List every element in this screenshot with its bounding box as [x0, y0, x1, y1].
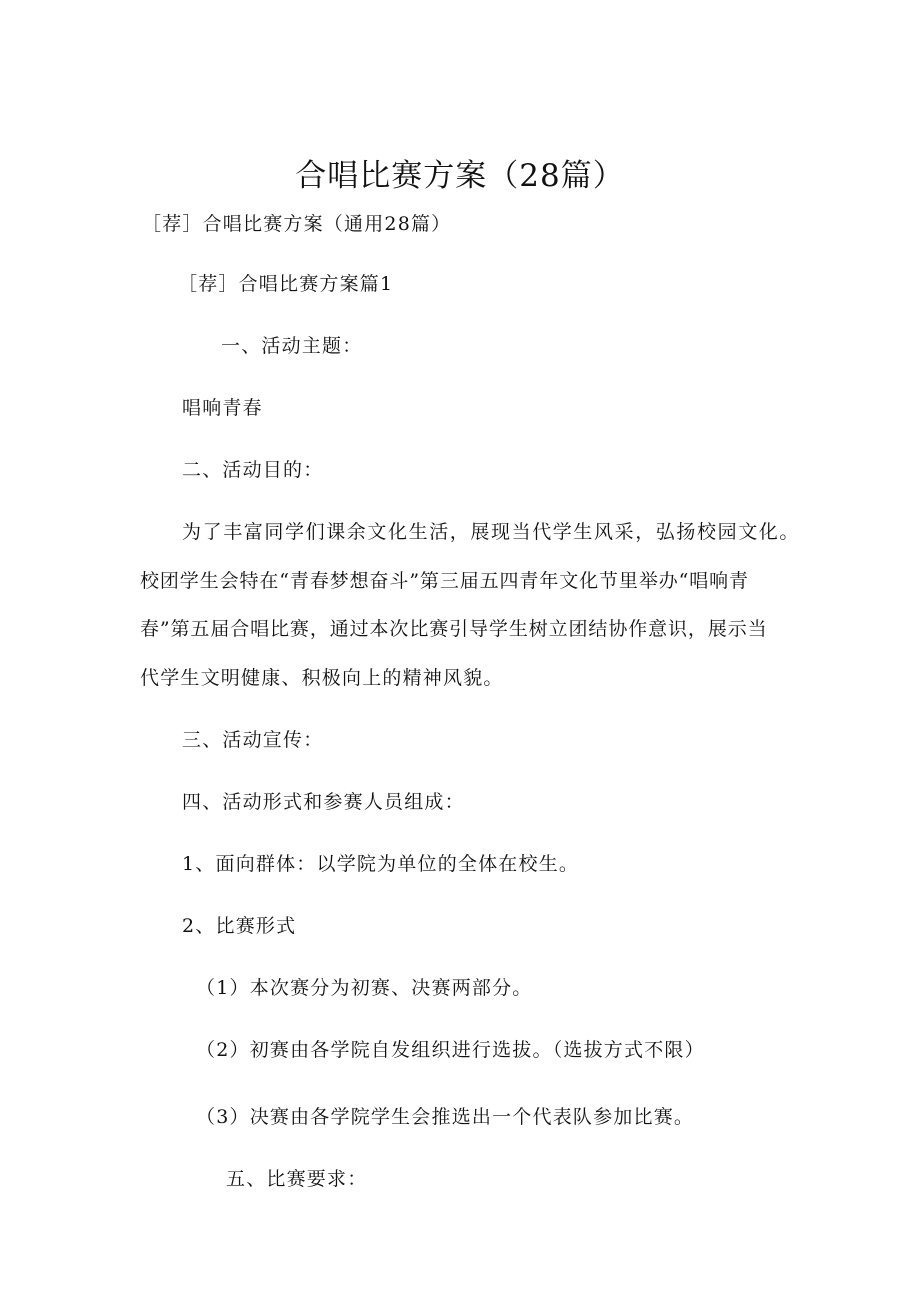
activity-purpose-heading: 二、活动目的： [182, 459, 324, 481]
format-heading: 四、活动形式和参赛人员组成： [182, 791, 465, 813]
target-group-text: 1、面向群体：以学院为单位的全体在校生。 [182, 853, 580, 875]
format-item: （3）决赛由各学院学生会推选出一个代表队参加比赛。 [196, 1106, 695, 1128]
section-heading: ［荐］合唱比赛方案篇1 [178, 273, 394, 295]
competition-format-heading: 2、比赛形式 [182, 915, 297, 937]
activity-theme-heading: 一、活动主题： [221, 335, 363, 357]
purpose-paragraph-line: 校团学生会特在“青春梦想奋斗”第三届五四青年文化节里举办“唱响青 [140, 570, 749, 592]
purpose-paragraph-line: 为了丰富同学们课余文化生活，展现当代学生风采，弘扬校园文化。 [182, 521, 801, 543]
document-subtitle: ［荐］合唱比赛方案（通用28篇） [142, 213, 452, 235]
purpose-paragraph-line: 代学生文明健康、积极向上的精神风貌。 [140, 667, 504, 689]
format-item: （1）本次赛分为初赛、决赛两部分。 [196, 977, 533, 999]
purpose-paragraph-line: 春”第五届合唱比赛，通过本次比赛引导学生树立团结协作意识，展示当 [140, 618, 768, 640]
document-title: 合唱比赛方案（28篇） [295, 158, 625, 194]
requirements-heading: 五、比赛要求： [226, 1168, 368, 1190]
format-item: （2）初赛由各学院自发组织进行选拔。（选拔方式不限） [196, 1039, 705, 1061]
publicity-heading: 三、活动宣传： [182, 729, 324, 751]
activity-theme-text: 唱响青春 [182, 397, 263, 419]
